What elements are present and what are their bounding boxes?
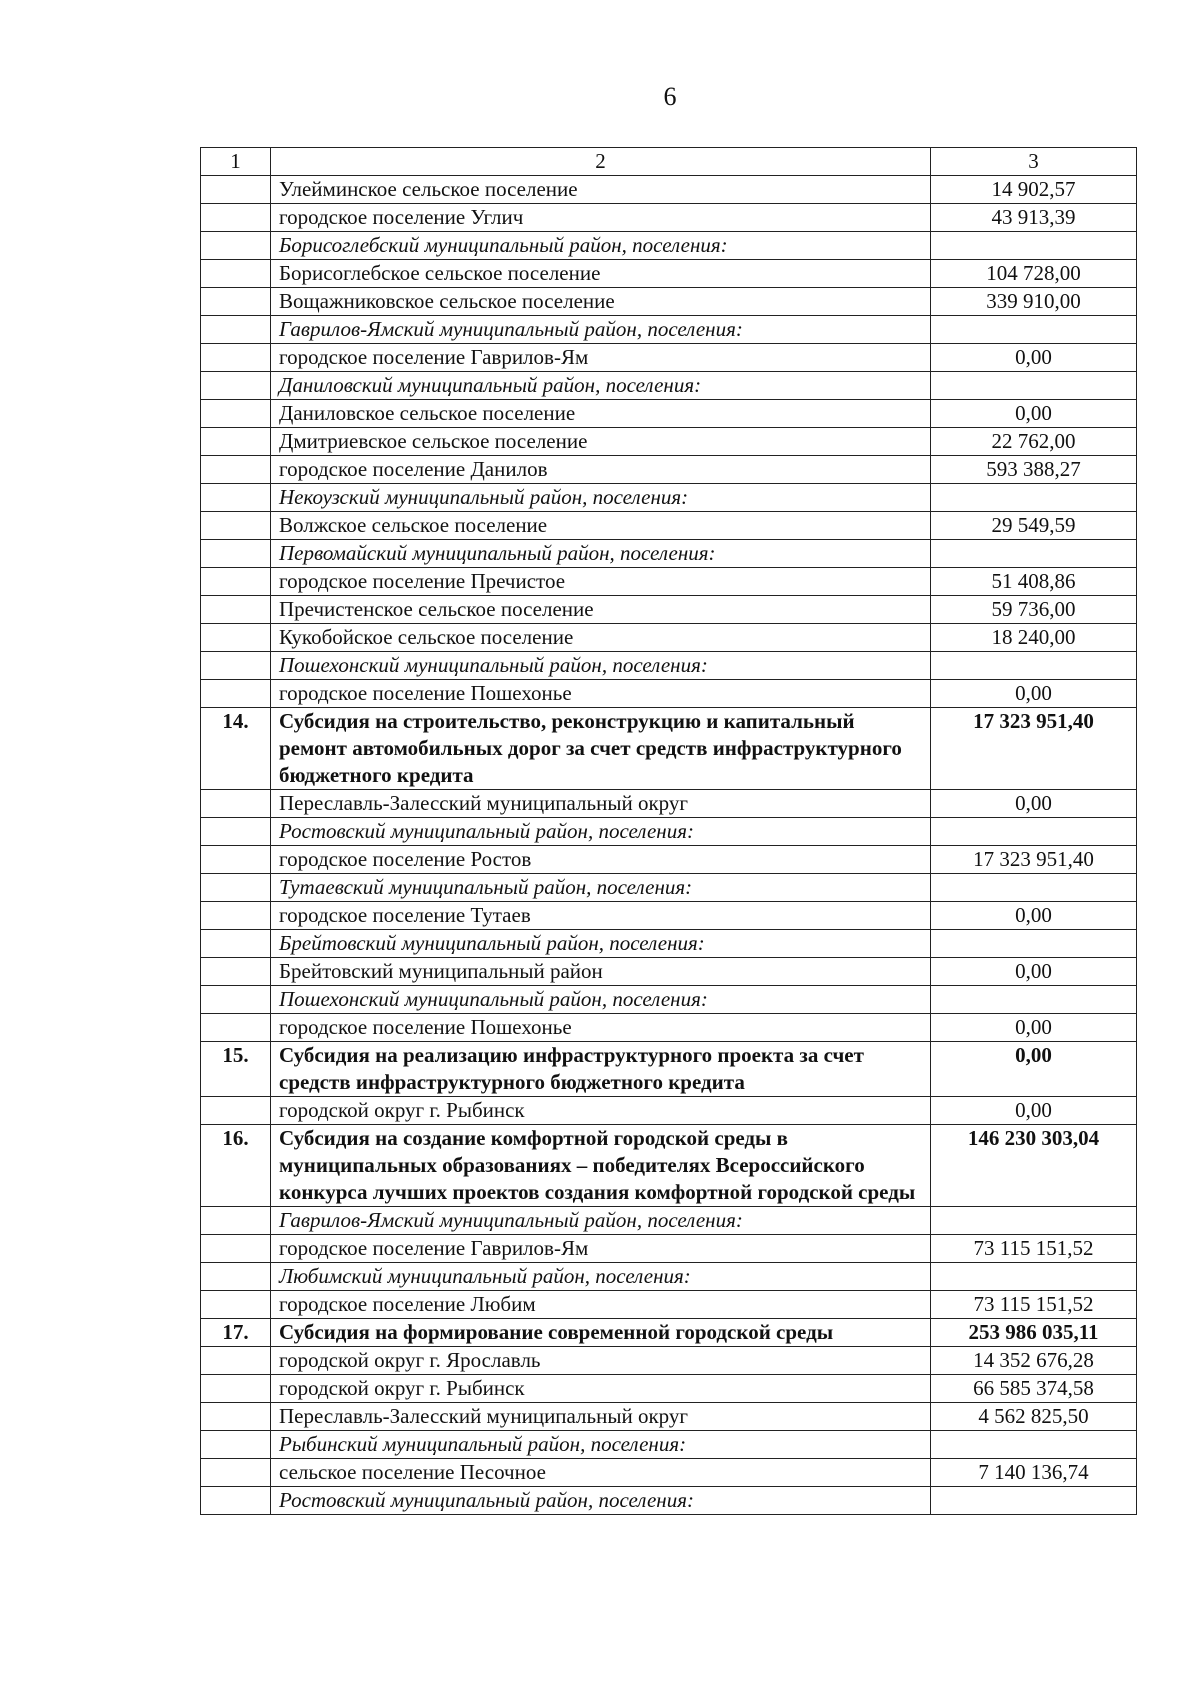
row-name: городской округ г. Ярославль: [271, 1347, 931, 1375]
row-index: [201, 1459, 271, 1487]
header-col-1: 1: [201, 148, 271, 176]
row-name: Пошехонский муниципальный район, поселения:: [271, 652, 931, 680]
table-row: [201, 344, 1137, 372]
row-index: [201, 1235, 271, 1263]
table-row: [201, 288, 1137, 316]
table-row: [201, 902, 1137, 930]
row-name: Первомайский муниципальный район, поселения:: [271, 540, 931, 568]
district-row: [201, 1207, 1137, 1235]
row-name: городской округ г. Рыбинск: [271, 1375, 931, 1403]
row-name: городское поселение Данилов: [271, 456, 931, 484]
row-amount: 18 240,00: [931, 624, 1137, 652]
row-name: Ростовский муниципальный район, поселения:: [271, 1487, 931, 1515]
table-row: [201, 428, 1137, 456]
row-index: [201, 1097, 271, 1125]
row-name: Даниловское сельское поселение: [271, 400, 931, 428]
district-row: [201, 1487, 1137, 1515]
row-name: Тутаевский муниципальный район, поселения:: [271, 874, 931, 902]
row-index: [201, 344, 271, 372]
row-amount: [931, 652, 1137, 680]
row-amount: 14 902,57: [931, 176, 1137, 204]
row-amount: 0,00: [931, 1097, 1137, 1125]
row-index: [201, 428, 271, 456]
row-name: Субсидия на формирование современной городской среды: [271, 1319, 931, 1347]
district-row: [201, 232, 1137, 260]
row-index: [201, 568, 271, 596]
row-amount: 7 140 136,74: [931, 1459, 1137, 1487]
row-index: [201, 204, 271, 232]
row-index: [201, 846, 271, 874]
row-amount: 593 388,27: [931, 456, 1137, 484]
row-name: городское поселение Пошехонье: [271, 680, 931, 708]
table-row: [201, 958, 1137, 986]
row-amount: 4 562 825,50: [931, 1403, 1137, 1431]
row-amount: 43 913,39: [931, 204, 1137, 232]
row-index: [201, 540, 271, 568]
row-amount: 73 115 151,52: [931, 1235, 1137, 1263]
row-amount: 0,00: [931, 344, 1137, 372]
row-name: Вощажниковское сельское поселение: [271, 288, 931, 316]
row-amount: 66 585 374,58: [931, 1375, 1137, 1403]
row-index: 16.: [201, 1125, 271, 1207]
row-name: сельское поселение Песочное: [271, 1459, 931, 1487]
row-name: Субсидия на реализацию инфраструктурного проекта за счет средств инфраструктурного бюджетного кредита: [271, 1042, 931, 1097]
table-row: [201, 624, 1137, 652]
row-amount: [931, 818, 1137, 846]
row-index: [201, 456, 271, 484]
row-index: [201, 1487, 271, 1515]
row-amount: 73 115 151,52: [931, 1291, 1137, 1319]
row-index: [201, 1431, 271, 1459]
row-amount: 17 323 951,40: [931, 846, 1137, 874]
row-amount: [931, 930, 1137, 958]
row-amount: 0,00: [931, 790, 1137, 818]
table-row: [201, 680, 1137, 708]
table-row: [201, 176, 1137, 204]
row-index: [201, 400, 271, 428]
row-index: 14.: [201, 708, 271, 790]
row-name: городское поселение Гаврилов-Ям: [271, 344, 931, 372]
row-index: 17.: [201, 1319, 271, 1347]
section-row: [201, 1125, 1137, 1207]
row-name: Переславль-Залесский муниципальный округ: [271, 1403, 931, 1431]
row-name: Даниловский муниципальный район, поселения:: [271, 372, 931, 400]
row-name: Гаврилов-Ямский муниципальный район, поселения:: [271, 1207, 931, 1235]
row-name: городское поселение Ростов: [271, 846, 931, 874]
header-col-2: 2: [271, 148, 931, 176]
row-name: Переславль-Залесский муниципальный округ: [271, 790, 931, 818]
table-row: [201, 1291, 1137, 1319]
row-name: Гаврилов-Ямский муниципальный район, поселения:: [271, 316, 931, 344]
row-name: Борисоглебский муниципальный район, поселения:: [271, 232, 931, 260]
row-amount: [931, 540, 1137, 568]
row-index: [201, 874, 271, 902]
row-amount: 0,00: [931, 400, 1137, 428]
row-index: [201, 1014, 271, 1042]
row-name: Некоузский муниципальный район, поселения:: [271, 484, 931, 512]
row-name: Борисоглебское сельское поселение: [271, 260, 931, 288]
row-amount: [931, 316, 1137, 344]
row-amount: 253 986 035,11: [931, 1319, 1137, 1347]
table-row: [201, 568, 1137, 596]
row-amount: 14 352 676,28: [931, 1347, 1137, 1375]
row-amount: [931, 1431, 1137, 1459]
row-index: [201, 1291, 271, 1319]
table-row: [201, 456, 1137, 484]
table-row: [201, 790, 1137, 818]
row-name: городское поселение Любим: [271, 1291, 931, 1319]
table-row: [201, 846, 1137, 874]
row-amount: 104 728,00: [931, 260, 1137, 288]
row-amount: 0,00: [931, 1014, 1137, 1042]
row-amount: [931, 1207, 1137, 1235]
table-row: [201, 400, 1137, 428]
row-index: [201, 484, 271, 512]
row-amount: 17 323 951,40: [931, 708, 1137, 790]
row-index: [201, 624, 271, 652]
row-amount: 339 910,00: [931, 288, 1137, 316]
row-index: [201, 1347, 271, 1375]
table-row: [201, 512, 1137, 540]
page-number: 6: [663, 82, 677, 111]
row-name: Улейминское сельское поселение: [271, 176, 931, 204]
row-index: [201, 1263, 271, 1291]
row-amount: [931, 372, 1137, 400]
row-amount: [931, 232, 1137, 260]
section-row: [201, 1319, 1137, 1347]
row-amount: [931, 484, 1137, 512]
row-amount: 0,00: [931, 680, 1137, 708]
row-amount: [931, 986, 1137, 1014]
row-name: городской округ г. Рыбинск: [271, 1097, 931, 1125]
row-amount: 22 762,00: [931, 428, 1137, 456]
table-row: [201, 260, 1137, 288]
row-name: Ростовский муниципальный район, поселения:: [271, 818, 931, 846]
row-name: Субсидия на строительство, реконструкцию и капитальный ремонт автомобильных дорог за счет средств инфраструктурного бюджетного кредита: [271, 708, 931, 790]
row-amount: [931, 1263, 1137, 1291]
row-name: Субсидия на создание комфортной городской среды в муниципальных образованиях – победителях Всероссийского конкурса лучших проектов создания комфортной городской среды: [271, 1125, 931, 1207]
row-index: 15.: [201, 1042, 271, 1097]
row-index: [201, 176, 271, 204]
section-row: [201, 1042, 1137, 1097]
row-index: [201, 958, 271, 986]
district-row: [201, 316, 1137, 344]
district-row: [201, 372, 1137, 400]
row-index: [201, 986, 271, 1014]
row-index: [201, 512, 271, 540]
row-index: [201, 1403, 271, 1431]
district-row: [201, 986, 1137, 1014]
header-col-3: 3: [931, 148, 1137, 176]
table-row: [201, 204, 1137, 232]
row-index: [201, 596, 271, 624]
row-index: [201, 316, 271, 344]
district-row: [201, 874, 1137, 902]
row-index: [201, 930, 271, 958]
row-index: [201, 1375, 271, 1403]
table-row: [201, 1403, 1137, 1431]
row-amount: 0,00: [931, 958, 1137, 986]
row-index: [201, 260, 271, 288]
row-name: городское поселение Пречистое: [271, 568, 931, 596]
row-index: [201, 818, 271, 846]
row-amount: 0,00: [931, 1042, 1137, 1097]
row-amount: 59 736,00: [931, 596, 1137, 624]
row-name: городское поселение Пошехонье: [271, 1014, 931, 1042]
row-amount: 0,00: [931, 902, 1137, 930]
row-amount: 51 408,86: [931, 568, 1137, 596]
row-index: [201, 902, 271, 930]
row-index: [201, 790, 271, 818]
row-name: Пошехонский муниципальный район, поселения:: [271, 986, 931, 1014]
row-index: [201, 288, 271, 316]
row-amount: [931, 1487, 1137, 1515]
row-name: Волжское сельское поселение: [271, 512, 931, 540]
row-name: городское поселение Тутаев: [271, 902, 931, 930]
row-index: [201, 232, 271, 260]
district-row: [201, 484, 1137, 512]
row-name: Брейтовский муниципальный район: [271, 958, 931, 986]
row-name: Кукобойское сельское поселение: [271, 624, 931, 652]
row-amount: [931, 874, 1137, 902]
table-row: [201, 1459, 1137, 1487]
subsidy-table: [200, 147, 1137, 1515]
district-row: [201, 818, 1137, 846]
district-row: [201, 1431, 1137, 1459]
row-name: Брейтовский муниципальный район, поселения:: [271, 930, 931, 958]
table-row: [201, 1375, 1137, 1403]
table-row: [201, 1014, 1137, 1042]
row-index: [201, 652, 271, 680]
district-row: [201, 930, 1137, 958]
row-name: Пречистенское сельское поселение: [271, 596, 931, 624]
table-row: [201, 1097, 1137, 1125]
row-index: [201, 372, 271, 400]
district-row: [201, 1263, 1137, 1291]
row-amount: 146 230 303,04: [931, 1125, 1137, 1207]
row-index: [201, 1207, 271, 1235]
row-name: Рыбинский муниципальный район, поселения:: [271, 1431, 931, 1459]
table-row: [201, 1235, 1137, 1263]
row-name: городское поселение Гаврилов-Ям: [271, 1235, 931, 1263]
district-row: [201, 652, 1137, 680]
row-name: Дмитриевское сельское поселение: [271, 428, 931, 456]
table-body: [201, 148, 1137, 1515]
district-row: [201, 540, 1137, 568]
table-header-row: [201, 148, 1137, 176]
table-row: [201, 596, 1137, 624]
section-row: [201, 708, 1137, 790]
row-name: Любимский муниципальный район, поселения:: [271, 1263, 931, 1291]
row-amount: 29 549,59: [931, 512, 1137, 540]
row-name: городское поселение Углич: [271, 204, 931, 232]
table-row: [201, 1347, 1137, 1375]
row-index: [201, 680, 271, 708]
